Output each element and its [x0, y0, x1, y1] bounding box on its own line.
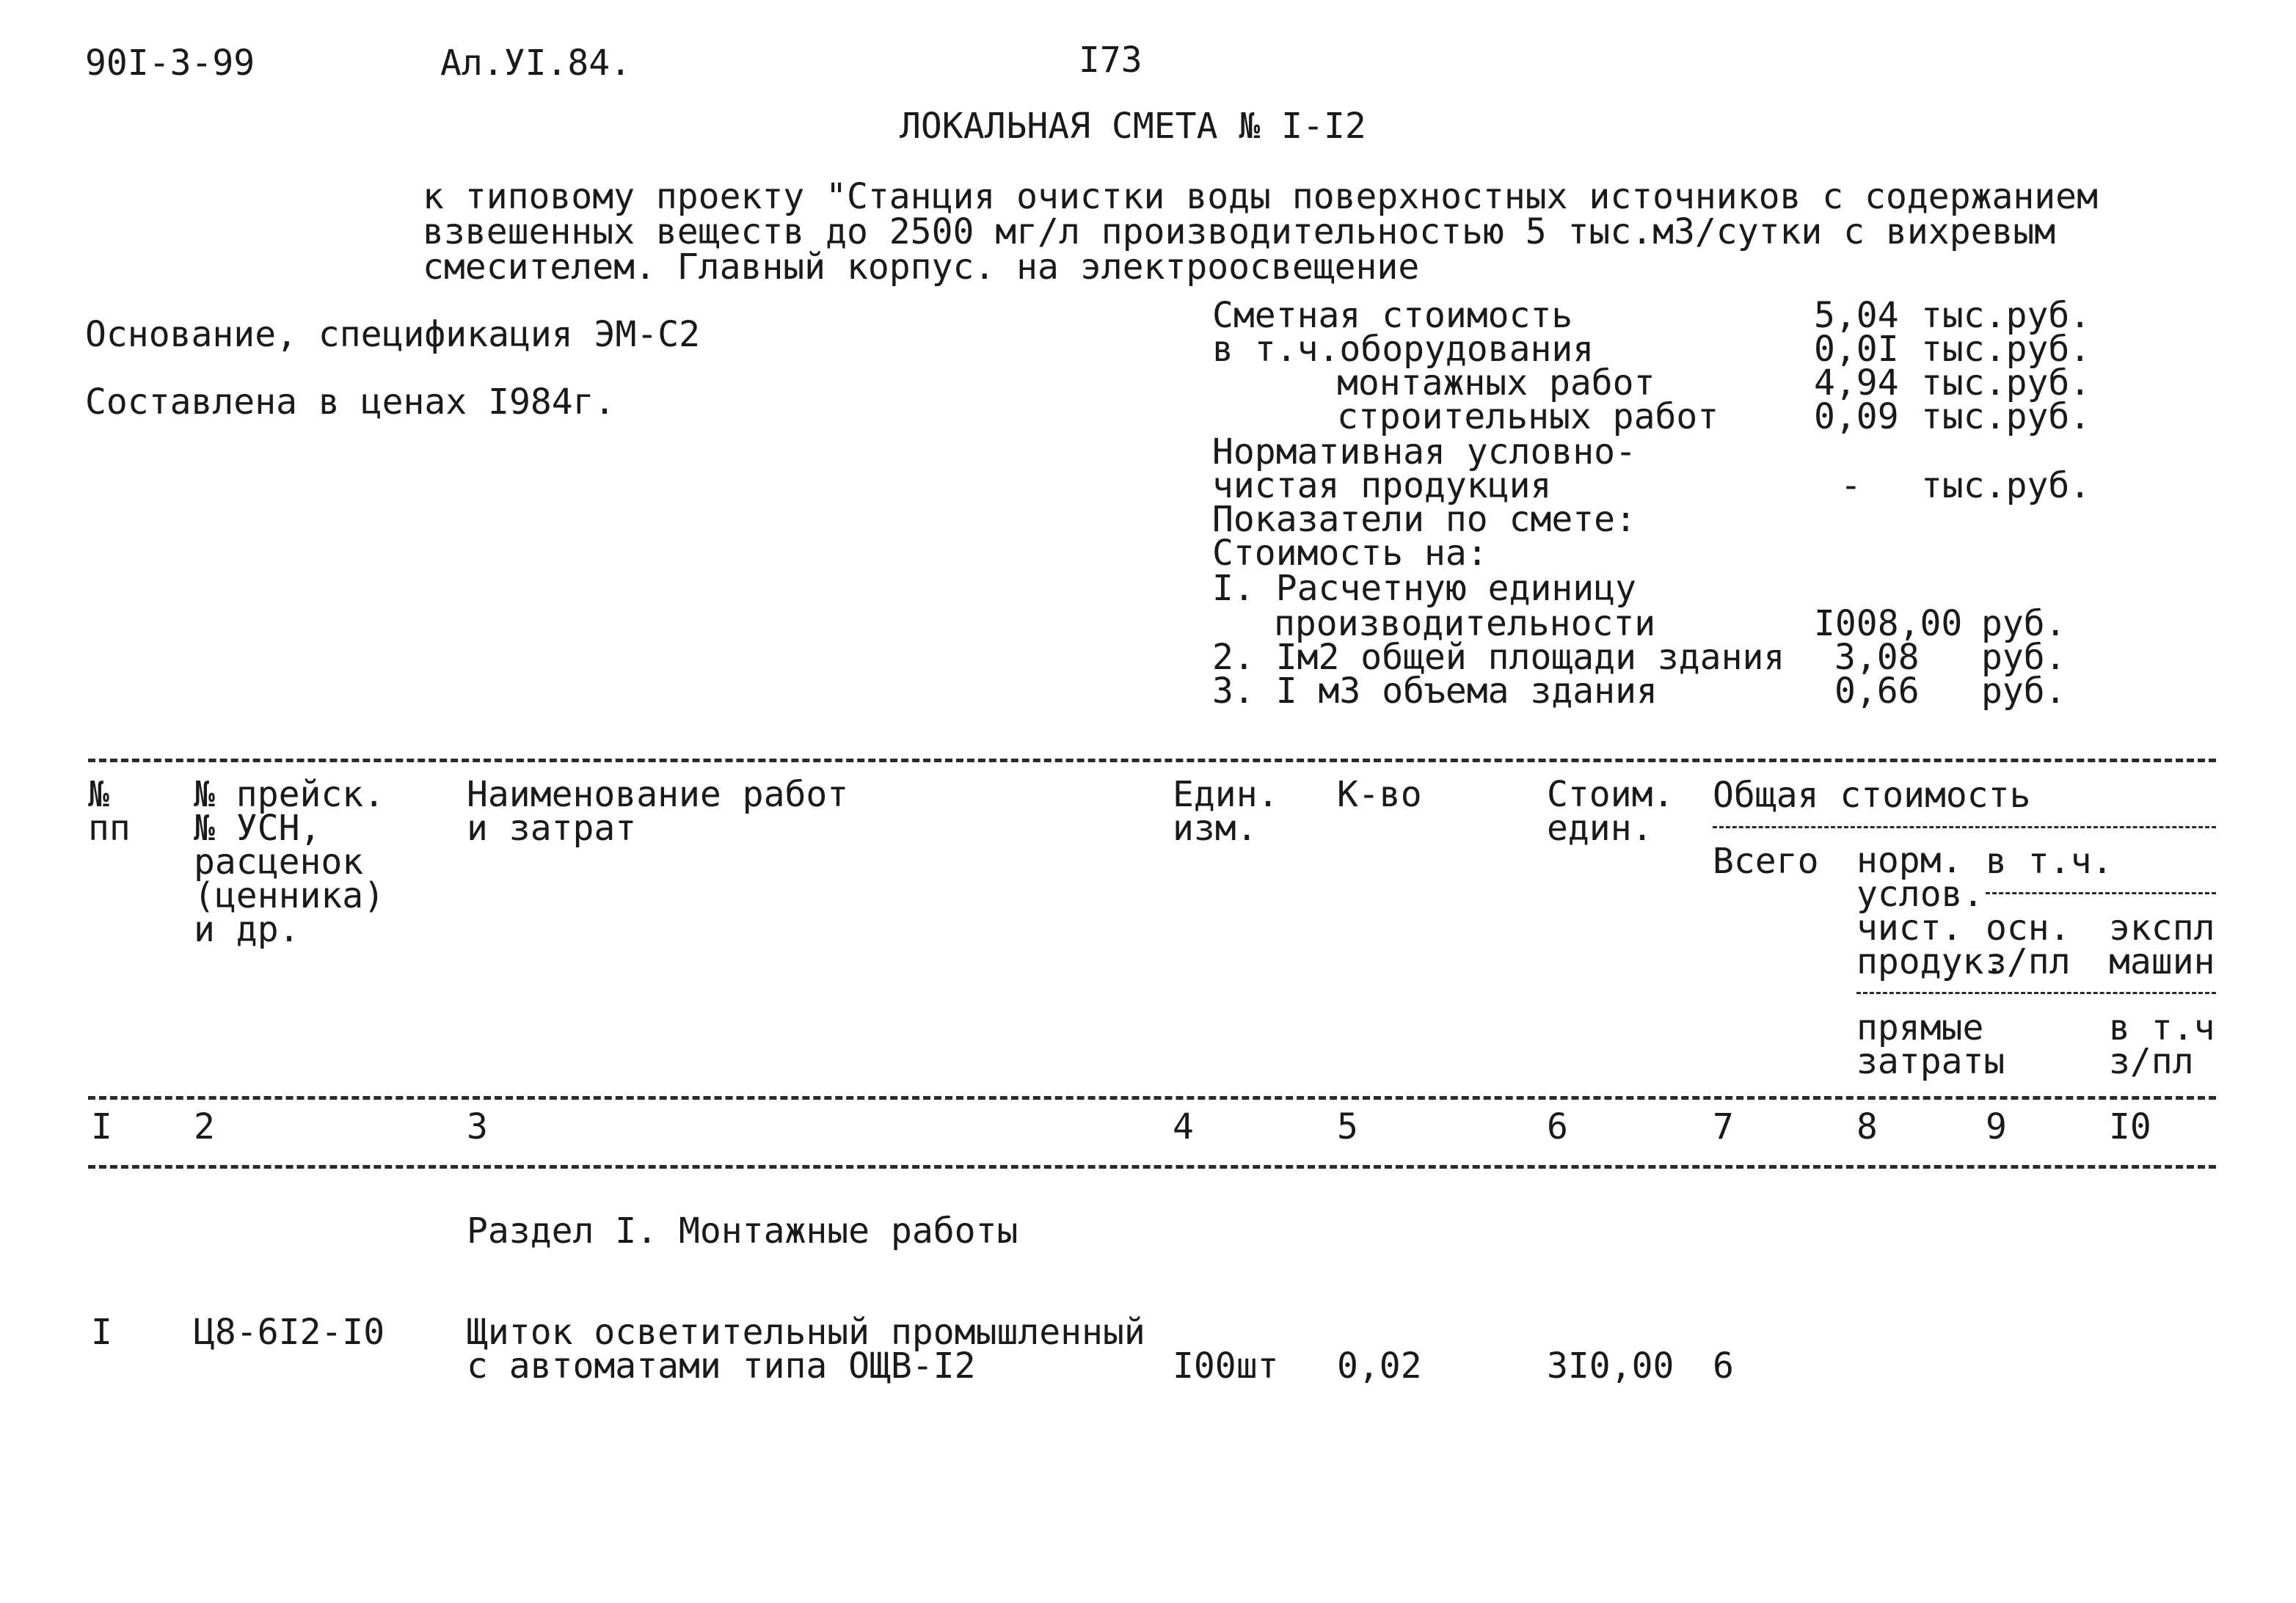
unit-item-3-value: 0,66: [1834, 671, 1920, 712]
equipment-label: в т.ч.оборудования: [1212, 329, 1595, 370]
header-incl-group: в т.ч.: [1986, 841, 2113, 882]
subtitle-line-3: смесителем. Главный корпус. на электроосвещение: [423, 247, 1420, 288]
header-col-9: осн. з/пл: [1986, 908, 2071, 982]
header-col-3: Наименование работ и затрат: [467, 774, 849, 849]
price-basis-line: Составлена в ценах I984г.: [85, 381, 616, 423]
construction-unit: тыс.руб.: [1921, 396, 2091, 437]
header-col-10b: в т.ч з/пл: [2109, 1007, 2215, 1082]
total-group-rule: [1713, 826, 2216, 828]
basis-line: Основание, спецификация ЭМ-С2: [85, 314, 701, 355]
construction-value: 0,09: [1814, 396, 1899, 437]
installation-unit: тыс.руб.: [1921, 362, 2091, 404]
header-col-10: экспл машин: [2109, 908, 2215, 982]
normative-label-2: чистая продукция: [1212, 465, 1552, 506]
subtitle-line-1: к типовому проекту "Станция очистки воды поверхностных источников с содержанием: [423, 176, 2098, 217]
row-name-line-1: Щиток осветительный промышленный: [467, 1312, 1145, 1353]
table-top-rule: [88, 759, 2216, 762]
direct-costs-rule: [1856, 992, 2216, 994]
header-norm-group: норм. услов. чист. продук.: [1856, 840, 2005, 982]
header-col-4: Един. изм.: [1173, 774, 1279, 849]
estimated-cost-value: 5,04: [1814, 295, 1899, 336]
indicators-label: Показатели по смете:: [1212, 499, 1636, 540]
unit-item-3: 3. I м3 объема здания: [1212, 671, 1658, 712]
unit-item-2: 2. Iм2 общей площади здания: [1212, 637, 1785, 678]
unit-item-1: I. Расчетную единицу: [1212, 568, 1636, 609]
estimated-cost-label: Сметная стоимость: [1212, 295, 1573, 336]
row-total: 6: [1713, 1345, 1734, 1387]
album-ref: Ал.УI.84.: [440, 43, 632, 84]
column-number: I: [91, 1106, 112, 1147]
page-number: I73: [1079, 40, 1142, 81]
unit-item-1b: производительности: [1274, 603, 1656, 644]
section-title: Раздел I. Монтажные работы: [467, 1211, 1018, 1252]
estimated-cost-unit: тыс.руб.: [1921, 295, 2091, 336]
installation-value: 4,94: [1814, 362, 1899, 404]
column-number: 6: [1547, 1106, 1568, 1147]
normative-label-1: Нормативная условно-: [1212, 431, 1636, 472]
column-numbers-top-rule: [88, 1096, 2216, 1100]
header-col-7: Всего: [1713, 841, 1819, 882]
cost-per-label: Стоимость на:: [1212, 533, 1488, 574]
header-direct-costs: прямые затраты: [1856, 1007, 2005, 1082]
column-number: 7: [1713, 1106, 1734, 1147]
column-number: I0: [2109, 1106, 2151, 1147]
unit-item-1-value: I008,00: [1814, 603, 1963, 644]
subtitle-line-2: взвешенных веществ до 2500 мг/л производительностью 5 тыс.м3/сутки с вихревым: [423, 211, 2056, 252]
normative-value: -: [1840, 465, 1862, 506]
doc-code: 90I-3-99: [85, 43, 255, 84]
row-number: I: [91, 1312, 112, 1353]
column-number: 9: [1986, 1106, 2007, 1147]
column-numbers-bottom-rule: [88, 1165, 2216, 1169]
construction-label: строительных работ: [1337, 396, 1719, 437]
unit-item-3-unit: руб.: [1981, 671, 2066, 712]
unit-item-2-unit: руб.: [1981, 637, 2066, 678]
row-price-code: Ц8-6I2-I0: [194, 1312, 385, 1353]
column-number: 8: [1856, 1106, 1878, 1147]
header-col-5: К-во: [1337, 774, 1422, 815]
normative-unit: тыс.руб.: [1921, 465, 2091, 506]
column-number: 3: [467, 1106, 488, 1147]
installation-label: монтажных работ: [1337, 362, 1655, 404]
header-total-group: Общая стоимость: [1713, 775, 2031, 816]
header-col-2: № прейск. № УСН, расценок (ценника) и др.: [194, 774, 385, 950]
unit-item-2-value: 3,08: [1834, 637, 1920, 678]
equipment-unit: тыс.руб.: [1921, 329, 2091, 370]
document-title: ЛОКАЛЬНАЯ СМЕТА № I-I2: [900, 106, 1366, 147]
row-name-line-2: с автоматами типа ОЩВ-I2: [467, 1345, 976, 1387]
unit-item-1-unit: руб.: [1981, 603, 2066, 644]
row-quantity: 0,02: [1337, 1345, 1422, 1387]
column-number: 4: [1173, 1106, 1194, 1147]
header-col-1: № пп: [88, 774, 131, 849]
row-unit: I00шт: [1173, 1345, 1279, 1387]
header-col-6: Стоим. един.: [1547, 774, 1674, 849]
row-unit-cost: 3I0,00: [1547, 1345, 1674, 1387]
incl-group-rule: [1986, 892, 2216, 894]
column-number: 2: [194, 1106, 215, 1147]
equipment-value: 0,0I: [1814, 329, 1899, 370]
column-number: 5: [1337, 1106, 1358, 1147]
